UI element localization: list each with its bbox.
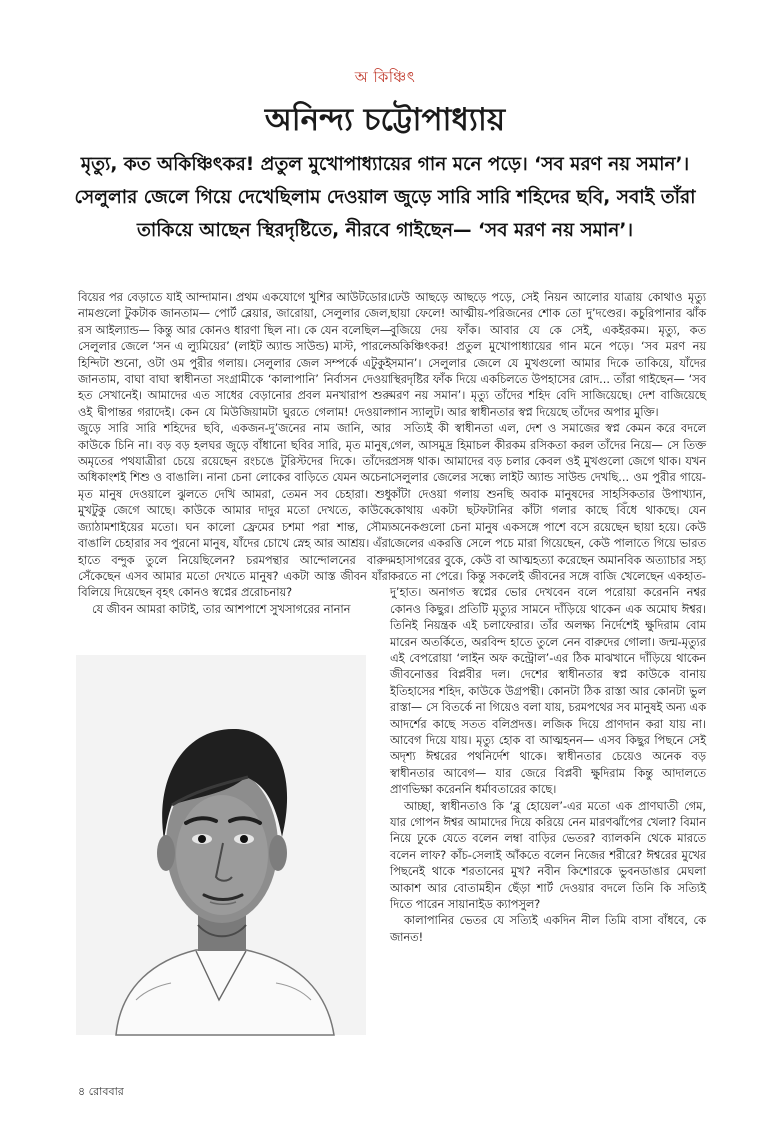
- article-paragraph: আচ্ছা, স্বাধীনতাও কি ‘ব্লু হোয়েল’-এর মতো এক প্রাণঘাতী গেম, যার গোপন ঈশ্বর আমাদের দিয়ে করিয়ে নেন মারণঝাঁপের খেলা? বিমান নিয়ে ঢুকে যেতে বলেন লম্বা বাড়ির ভেতর? ব্যালকনি থেকে মারতে বলেন লাফ? কাঁচ-সেলাই আঁকতে বলেন নিজের শরীরে? ঈশ্বরের মুখের পিছনেই থাকে শরতানের মুখ? নবীন কিশোরকে ভুবনডাঙার মেঘলা আকাশ আর বোতামহীন ছেঁড়া শার্ট দেওয়ার বদলে তিনি কি সত্যিই দিতে পারেন সায়ানাইড ক্যাপসুল?: [390, 799, 706, 912]
- page-folio: ৪ রোববার: [78, 1085, 124, 1098]
- article-paragraph: ঢেউ আছড়ে আছড়ে পড়ে, সেই নিয়ন আলোর যাত্রায় কোথাও মৃত্যু ছায়া ফেলে! আত্মীয়-পরিজনের শোক তো দু’দণ্ডের। কচুরিপানার ঝাঁক বুজিয়ে দেয় ফাঁক। আবার যে কে সেই, একইরকম। মৃত্যু, কত অকিঞ্চিৎকর! প্রতুল মুখোপাধ্যায়ের গান মনে পড়ে। ‘সব মরণ নয় সমান’। সেলুলার জেলে যে মুখগুলো আমার দিকে তাকিয়ে, যাঁদের স্থিরদৃষ্টির ফাঁক দিয়ে একচিলতে উপহাসের রোদ... তাঁরা গাইছেন— ‘সব মরণ নয় সমান’। মৃত্যু তাঁদের শহিদ বেদি সাজিয়েছে। দেশ বাজিয়েছে গান স্যালুট। আর স্বাধীনতার স্বপ্ন দিয়েছে তাঁদের অপার মুক্তি।: [390, 291, 706, 419]
- lede-quote: মৃত্যু, কত অকিঞ্চিৎকর! প্রতুল মুখোপাধ্যায়ের গান মনে পড়ে। ‘সব মরণ নয় সমান’। সেলুলার জেলে গিয়ে দেখেছিলাম দেওয়াল জুড়ে সারি সারি শহিদের ছবি, সবাই তাঁরা তাকিয়ে আছেন স্থিরদৃষ্টিতে, নীরবে গাইছেন— ‘সব মরণ নয় সমান’।: [74, 154, 696, 241]
- author-name: অনিন্দ্য চট্টোপাধ্যায়: [264, 102, 506, 138]
- portrait-image: [76, 655, 366, 1035]
- portrait-sketch-icon: [76, 655, 366, 1035]
- article-paragraph: কালাপানির ভেতর যে সত্যিই একদিন নীল তিমি বাসা বাঁধবে, কে জানত!: [390, 914, 706, 944]
- article-column-left: [78, 290, 391, 655]
- section-label: অ কিঞ্চিৎ: [354, 68, 416, 86]
- article-paragraph: সত্যিই কী স্বাধীনতা এল, দেশ ও সমাজের স্বপ্ন কেমন করে বদলে গেল, আসমুদ্র হিমাচল কীরকম রসিকতা করল তাঁদের নিয়ে— সে তিক্ত প্রসঙ্গ থাক। আমাদের বড় চলার কেবল ওই মুখগুলো জেগে থাক। যখন সেলুলার জেলের সন্ধ্যে লাইট অ্যান্ড সাউন্ড দেখছি... ওম পুরীর গায়ে-কাঁটা দেওয়া গলায় শুনছি অবাক মানুষদের সাহসিকতার উপাখ্যান, কোথায় একটা ছটফটানির কাঁটা গলার কাছে বিঁধে থাকছে। যেন অনেকগুলো চেনা মানুষ একসঙ্গে পাশে বসে রয়েছেন ছায়া হয়ে। কেউ জেলের একরত্তি সেলে পচে মারা গিয়েছেন, কেউ পালাতে গিয়ে ভারত মহাসাগরের বুকে, কেউ বা আত্মহত্যা করেছেন অমানবিক অত্যাচার সহ্য করতে না পেরে। কিন্তু সকলেই জীবনের সঙ্গে বাজি খেলেছেন একহাত-দু’হাত। অনাগত স্বপ্নের ভোর দেখবেন বলে পরোয়া করেননি নশ্বর কোনও কিছুর। প্রতিটি মৃত্যুর সামনে দাঁড়িয়ে থাকেন এক অমোঘ ঈশ্বর। তিনিই নিয়ন্ত্রক এই চলাফেরার। তাঁর অলক্ষ্য নির্দেশেই ক্ষুদিরাম বোম মারেন অতর্কিতে, অরবিন্দ হাতে তুলে নেন বারুদের গোলা। জন্ম-মৃত্যুর এই বেপরোয়া ‘লাইন অফ কন্ট্রোল’-এর ঠিক মাঝখানে দাঁড়িয়ে থাকেন জীবনোত্তর বিপ্লবীর দল। দেশের স্বাধীনতার স্বপ্ন কাউকে বানায় ইতিহাসের শহিদ, কাউকে উগ্রপন্থী। কোনটা ঠিক রাস্তা আর কোনটা ভুল রাস্তা— সে বিতর্কে না গিয়েও বলা যায়, চরমপথের সব মানুষই অন্য এক আদর্শের কাছে সতত বলিপ্রদত্ত। লজিক দিয়ে প্রাণদান করা যায় না। আবেগ দিয়ে যায়। মৃত্যু হোক বা আত্মহনন— এসব কিছুর পিছনে সেই অদৃশ্য ঈশ্বরের পথনির্দেশ থাকে। স্বাধীনতার চেয়েও অনেক বড় স্বাধীনতার আবেগ— যার জেরে বিপ্লবী ক্ষুদিরাম কিন্তু আদালতে প্রাণভিক্ষা করেননি ধর্মাবতারের কাছে।: [390, 422, 706, 797]
- article-column-right: [390, 290, 706, 944]
- article-paragraph: বিয়ের পর বেড়াতে যাই আন্দামান। প্রথম একযোগে খুশির আউটডোর। নামগুলো টুকটাক জানতাম— পোর্ট ব্লেয়ার, জারোয়া, সেলুলার জেল, রস আইল্যান্ড— কিন্তু আর কোনও ধারণা ছিল না। কে যেন বলেছিল— সেলুলার জেলে ‘সন এ ল্যুমিয়ের’ (লাইট অ্যান্ড সাউন্ড) মাস্ট, পারলে হিন্দিটা শুনো, ওটা ওম পুরীর গলায়। সেলুলার জেল সম্পর্কে এটুকুই জানতাম, বাঘা বাঘা স্বাধীনতা সংগ্রামীকে ‘কালাপানি’ নির্বাসন দেওয়া হত সেখানেই। আমাদের এত সাধের বেড়ানোর প্রবল মনখারাপ শুরু ওই দ্বীপান্তর গরাদেই। কেন যে মিউজিয়ামটা ঘুরতে গেলাম! দেওয়াল জুড়ে সারি সারি শহিদের ছবি, একজন-দু’জনের নাম জানি, আর কাউকে চিনি না। বড় বড় হলঘর জুড়ে বাঁধানো ছবির সারি, মৃত মানুষ, অমৃতের পথযাত্রীরা চেয়ে রয়েছেন রংচঙে টুরিস্টদের দিকে। তাঁদের অধিকাংশই শিশু ও বাঙালি। নানা চেনা লোকের বাড়িতে যেমন অচেনা মৃত মানুষ দেওয়ালে ঝুলতে দেখি আমরা, তেমন সব চেহারা। শুধু মুখটুকু জেগে আছে। কাউকে আমার দাদুর মতো দেখতে, কাউকে জ্যাঠামশাইয়ের মতো। ঘন কালো ফ্রেমের চশমা পরা শান্ত, সৌম্য বাঙালি চেহারার সব পুরনো মানুষ, যাঁদের চোখে স্নেহ আর আশ্রয়। এঁরা হাতে বন্দুক তুলে নিয়েছিলেন? চরমপন্থার আন্দোলনের বারুদ সেঁকেছেন এসব আমার মতো দেখতে মানুষ? একটা আস্ত জীবন যাঁরা বিলিয়ে দিয়েছেন বৃহৎ কোনও স্বপ্নের প্ররোচনায়?: [78, 291, 391, 600]
- article-paragraph: যে জীবন আমরা কাটাই, তার আশপাশে সুখসাগরের নানান: [92, 602, 351, 616]
